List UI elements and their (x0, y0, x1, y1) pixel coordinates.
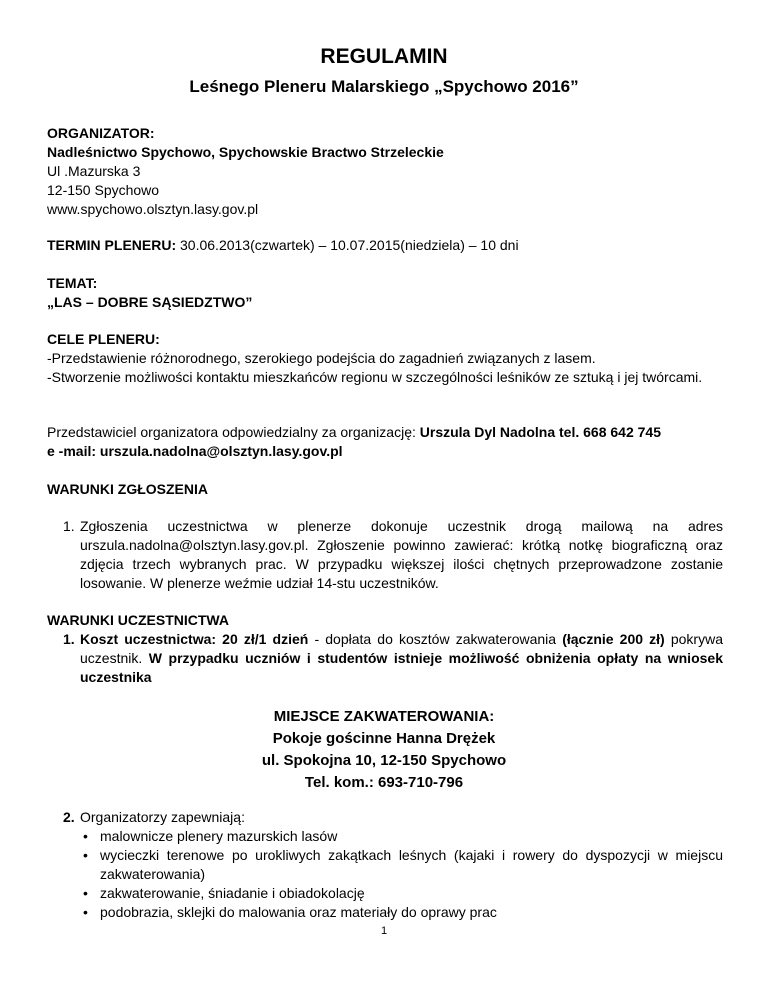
contact-email: e -mail: urszula.nadolna@olsztyn.lasy.gov.pl (47, 443, 343, 459)
theme-heading: TEMAT: (47, 275, 98, 291)
goals-section (47, 330, 723, 387)
provides-item-number: 2. (63, 809, 75, 825)
accommodation-name: Pokoje gościnne Hanna Drężek (272, 730, 496, 747)
term-line (47, 236, 723, 255)
list-item (83, 827, 723, 846)
list-item-text: malownicze plenery mazurskich lasów (100, 828, 338, 844)
participation-item-number: 1. (63, 631, 75, 647)
page-number: 1 (380, 925, 388, 937)
organizer-website: www.spychowo.olsztyn.lasy.gov.pl (47, 201, 259, 217)
list-item-text: wycieczki terenowe po urokliwych zakątkach leśnych (kajaki i rowery do dyspozycji w miejscu zakwaterowania) (100, 847, 723, 882)
application-item-number: 1. (63, 518, 75, 534)
bullet-icon: • (83, 828, 88, 844)
bullet-icon: • (83, 885, 88, 901)
contact-section (47, 423, 723, 461)
bullet-icon: • (83, 847, 88, 863)
theme-value: „LAS – DOBRE SĄSIEDZTWO” (47, 294, 253, 310)
list-item (83, 846, 723, 884)
goal-item: -Przedstawienie różnorodnego, szerokiego podejścia do zagadnień związanych z lasem. (47, 350, 596, 366)
participation-heading: WARUNKI UCZESTNICTWA (47, 612, 229, 628)
contact-person: Urszula Dyl Nadolna tel. 668 642 745 (419, 424, 661, 440)
organizer-section (47, 124, 723, 219)
list-item-text: zakwaterowanie, śniadanie i obiadokolację (100, 885, 365, 901)
accommodation-address: ul. Spokojna 10, 12-150 Spychowo (261, 752, 507, 769)
organizer-heading: ORGANIZATOR: (47, 125, 155, 141)
contact-intro: Przedstawiciel organizatora odpowiedzialny za organizację: (47, 424, 420, 440)
provides-item (63, 808, 723, 827)
document-subtitle: Leśnego Pleneru Malarskiego „Spychowo 2016” (189, 77, 579, 96)
goals-heading: CELE PLENERU: (47, 331, 160, 347)
participation-paid-by: pokrywa uczestnik. (80, 631, 723, 666)
document-title: REGULAMIN (320, 45, 448, 68)
term-value: 30.06.2013(czwartek) – 10.07.2015(niedziela) – 10 dni (176, 237, 519, 253)
participation-cost: Koszt uczestnictwa: 20 zł/1 dzień (80, 631, 309, 647)
application-item-text: Zgłoszenia uczestnictwa w plenerze dokonuje uczestnik drogą mailową na adres urszula.nadolna@olsztyn.lasy.gov.pl. Zgłoszenie powinno zawierać: krótką notkę biograficzną oraz zdjęcia trzech wybranych prac. W przypadku większej ilości chętnych przeprowadzone zostanie losowanie. W plenerze weźmie udział 14-stu uczestników. (80, 518, 723, 591)
term-label: TERMIN PLENERU: (47, 237, 177, 253)
application-heading: WARUNKI ZGŁOSZENIA (47, 481, 208, 497)
organizer-street: Ul .Mazurska 3 (47, 163, 141, 179)
provides-intro: Organizatorzy zapewniają: (80, 809, 245, 825)
organizer-name: Nadleśnictwo Spychowo, Spychowskie Bractwo Strzeleckie (47, 144, 444, 160)
participation-discount: W przypadku uczniów i studentów istnieje możliwość obniżenia opłaty na wniosek uczestnika (80, 650, 723, 685)
goal-item: -Stworzenie możliwości kontaktu mieszkańców regionu w szczególności leśników ze sztuką i jej twórcami. (47, 369, 703, 385)
accommodation-heading: MIEJSCE ZAKWATEROWANIA: (273, 708, 495, 725)
application-item (63, 517, 723, 593)
list-item-text: podobrazia, sklejki do malowania oraz materiały do oprawy prac (100, 904, 497, 920)
list-item (83, 903, 723, 922)
list-item (83, 884, 723, 903)
theme-section (47, 274, 723, 312)
participation-cost-text: - dopłata do kosztów zakwaterowania (308, 631, 563, 647)
participation-item (63, 630, 723, 687)
bullet-icon: • (83, 904, 88, 920)
participation-total: (łącznie 200 zł) (562, 631, 665, 647)
organizer-city: 12-150 Spychowo (47, 182, 160, 198)
accommodation-phone: Tel. kom.: 693-710-796 (304, 774, 464, 791)
